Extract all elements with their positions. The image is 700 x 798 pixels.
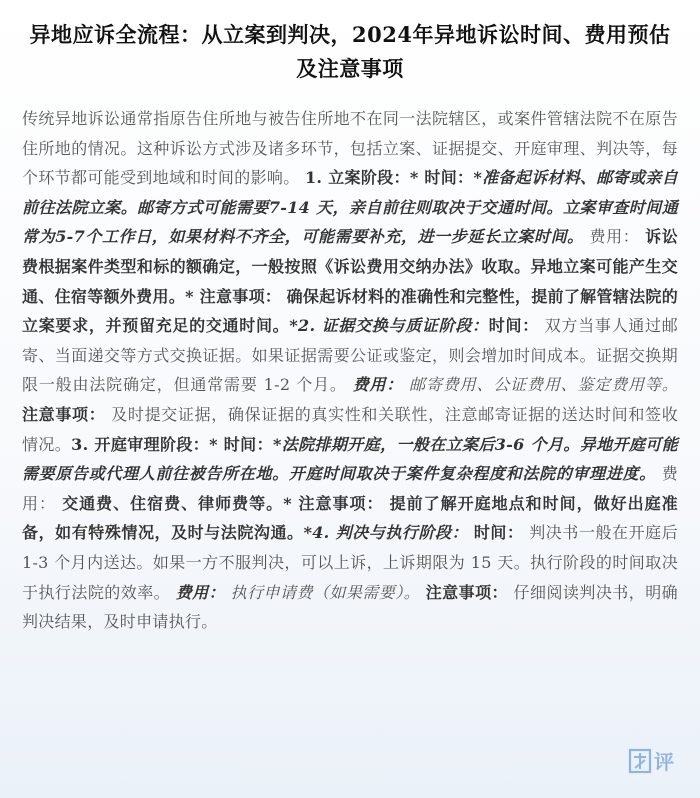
stage4-heading: *4. 判决与执行阶段： — [303, 523, 469, 543]
stage4-fee-label: 费用： — [175, 582, 226, 602]
stage2-fee-label: 费用： — [352, 375, 404, 395]
stage3-fee-label: 费用： — [22, 464, 679, 513]
intro-paragraph: 传统异地诉讼通常指原告住所地与被告住所地不在同一法院辖区，或案件管辖法院不在原告住所地的情况。这种诉讼方式涉及诸多环节，包括立案、证据提交、开庭审理、判决等，每个环节都可能受到地域和时间的影响。 — [22, 109, 678, 188]
stage4-time-text: 判决书一般在开庭后 1-3 个月内送达。如果一方不服判决，可以上诉，上诉期限为 15 天。执行阶段的时间取决于执行法院的效率。 — [22, 523, 679, 602]
stage1-heading: 1. 立案阶段：* 时间：* — [305, 168, 483, 188]
stage1-note-label: * 注意事项： — [185, 286, 282, 306]
stage3-note-text: 提前了解开庭地点和时间，做好出庭准备，如有特殊情况，及时与法院沟通。 — [22, 493, 678, 543]
stage1-time-text: 准备起诉材料、邮寄或亲自前往法院立案。邮寄方式可能需要7-14 天，亲自前往则取决于交通时间。立案审查时间通常为5-7个工作日，如果材料不齐全，可能需要补充，进一步延长立案时间。 — [22, 168, 678, 247]
stage2-time-text: 双方当事人通过邮寄、当面递交等方式交换证据。如果证据需要公证或鉴定，则会增加时间成本。证据交换期限一般由法院确定，但通常需要 1-2 个月。 — [22, 316, 679, 395]
stage4-note-text: 仔细阅读判决书，明确判决结果，及时申请执行。 — [22, 582, 678, 632]
stage2-note-text: 及时提交证据，确保证据的真实性和关联性，注意邮寄证据的送达时间和签收情况。 — [22, 404, 679, 454]
article-body — [22, 104, 678, 637]
watermark-logo-icon — [628, 748, 680, 774]
stage3-heading: 3. 开庭审理阶段：* 时间：* — [71, 434, 282, 454]
stage1-fee-label: 费用： — [589, 227, 640, 247]
stage3-fee-text: 交通费、住宿费、律师费等。 — [62, 493, 284, 513]
stage3-note-label: * 注意事项： — [283, 493, 384, 513]
watermark-logo-svg — [628, 748, 680, 774]
stage2-note-label: 注意事项： — [22, 404, 106, 424]
stage1-note-text: 确保起诉材料的准确性和完整性，提前了解管辖法院的立案要求，并预留充足的交通时间。 — [22, 286, 678, 336]
stage2-time-label: 时间： — [488, 316, 539, 336]
stage2-fee-text: 邮寄费用、公证费用、鉴定费用等。 — [409, 375, 679, 395]
stage2-heading: *2. 证据交换与质证阶段： — [289, 316, 489, 336]
watermark-text: 评 — [654, 750, 674, 774]
stage3-time-text: 法院排期开庭，一般在立案后3-6 个月。异地开庭可能需要原告或代理人前往被告所在地。开庭时间取决于案件复杂程度和法院的审理进度。 — [22, 434, 678, 484]
stage1-fee-text: 诉讼费根据案件类型和标的额确定，一般按照《诉讼费用交纳办法》收取。异地立案可能产生交通、住宿等额外费用。 — [22, 227, 678, 306]
stage4-fee-text: 执行申请费（如果需要）。 — [230, 582, 421, 602]
stage4-time-label: 时间： — [473, 523, 524, 543]
stage4-note-label: 注意事项： — [425, 582, 508, 602]
page-title: 异地应诉全流程：从立案到判决，2024年异地诉讼时间、费用预估及注意事项 — [29, 22, 671, 81]
